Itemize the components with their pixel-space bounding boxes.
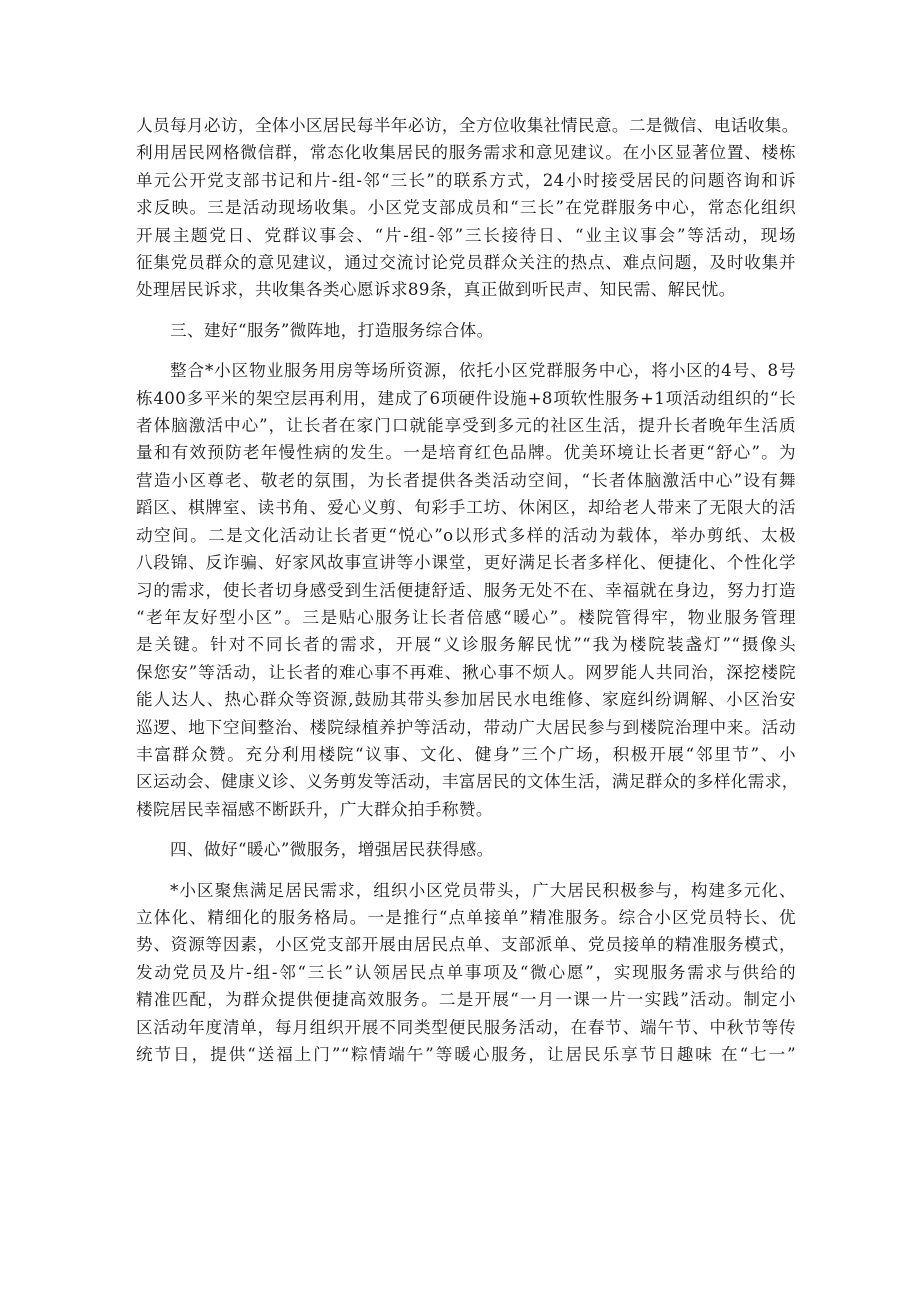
text-line: 发动党员及片-组-邻“三长”认领居民点单事项及“微心愿”，实现服务需求与供给的	[136, 962, 796, 982]
text-line: 楼院居民幸福感不断跃升，广大群众拍手称赞。	[136, 799, 493, 819]
text-line: 区运动会、健康义诊、义务剪发等活动，丰富居民的文体生活，满足群众的多样化需求，	[136, 772, 799, 792]
paragraph-service-complex	[136, 357, 799, 823]
text-line: 征集党员群众的意见建议，通过交流讨论党员群众关注的热点、难点问题，及时收集并	[136, 253, 796, 273]
text-line: 量和有效预防老年慢性病的发生。一是培育红色品牌。优美环境让长者更“舒心”。为	[136, 443, 796, 463]
text-line: 单元公开党支部书记和片-组-邻“三长”的联系方式，24小时接受居民的问题咨询和诉	[136, 170, 796, 190]
text-line: 八段锦、反诈骗、好家风故事宣讲等小课堂，更好满足长者多样化、便捷化、个性化学	[136, 553, 796, 573]
text-line: 者体脑激活中心”，让长者在家门口就能享受到多元的社区生活，提升长者晚年生活质	[136, 416, 796, 436]
text-line: 保您安”等活动，让长者的难心事不再难、揪心事不烦人。网罗能人共同治，深挖楼院	[136, 662, 796, 682]
text-line: 立体化、精细化的服务格局。一是推行“点单接单”精准服务。综合小区党员特长、优	[136, 907, 796, 927]
text-line: 利用居民网格微信群，常态化收集居民的服务需求和意见建议。在小区显著位置、楼栋	[136, 143, 796, 163]
text-line: “老年友好型小区”。三是贴心服务让长者倍感“暖心”。楼院管得牢，物业服务管理	[136, 607, 796, 627]
text-line: 人员每月必访，全体小区居民每半年必访，全方位收集社情民意。二是微信、电话收集。	[136, 116, 799, 135]
text-line: 是关键。针对不同长者的需求，开展“义诊服务解民忧”“我为楼院装盏灯”“摄像头	[136, 635, 796, 655]
paragraph-collection-methods	[136, 112, 799, 304]
text-line: 整合*小区物业服务用房等场所资源，依托小区党群服务中心，将小区的4号、8号	[170, 361, 796, 381]
text-line: 势、资源等因素，小区党支部开展由居民点单、支部派单、党员接单的精准服务模式，	[136, 935, 796, 955]
text-line: 处理居民诉求，共收集各类心愿诉求89条，真正做到听民声、知民需、解民忧。	[136, 280, 736, 300]
text-line: 动空间。二是文化活动让长者更“悦心”o以形式多样的活动为载体，举办剪纸、太极	[136, 525, 796, 545]
text-line: 栋400多平米的架空层再利用，建成了6项硬件设施+8项软性服务+1项活动组织的“长	[136, 388, 796, 408]
text-line: 区活动年度清单，每月组织开展不同类型便民服务活动，在春节、端午节、中秋节等传	[136, 1017, 796, 1037]
text-line: 开展主题党日、党群议事会、“片-组-邻”三长接待日、“业主议事会”等活动，现场	[136, 225, 796, 245]
text-line: 精准匹配，为群众提供便捷高效服务。二是开展“一月一课一片一实践”活动。制定小	[136, 990, 796, 1010]
text-line: *小区聚焦满足居民需求，组织小区党员带头，广大居民积极参与，构建多元化、	[170, 880, 796, 900]
text-line: 丰富群众赞。充分利用楼院“议事、文化、健身”三个广场，积极开展“邻里节”、小	[136, 744, 796, 764]
text-line: 统节日，提供“送福上门”“粽情端午”等暖心服务，让居民乐享节日趣味 在“七一”	[136, 1045, 796, 1064]
text-line: 能人达人、热心群众等资源,鼓励其带头参加居民水电维修、家庭纠纷调解、小区治安	[136, 690, 796, 710]
text-line: 蹈区、棋牌室、读书角、爱心义剪、旬彩手工坊、休闲区，却给老人带来了无限大的活	[136, 498, 796, 518]
text-line: 营造小区尊老、敬老的氛围，为长者提供各类活动空间，“长者体脑激活中心”设有舞	[136, 470, 796, 490]
text-line: 巡逻、地下空间整治、楼院绿植养护等活动，带动广大居民参与到楼院治理中来。活动	[136, 717, 796, 737]
document-page	[136, 112, 799, 1068]
section-heading-4: 四、做好“暖心”微服务，增强居民获得感。	[170, 840, 494, 860]
section-heading-3: 三、建好“服务”微阵地，打造服务综合体。	[170, 320, 494, 340]
paragraph-warm-services	[136, 877, 796, 1069]
text-line: 求反映。三是活动现场收集。小区党支部成员和“三长”在党群服务中心，常态化组织	[136, 198, 796, 218]
text-line: 习的需求，使长者切身感受到生活便捷舒适、服务无处不在、幸福就在身边，努力打造	[136, 580, 796, 600]
